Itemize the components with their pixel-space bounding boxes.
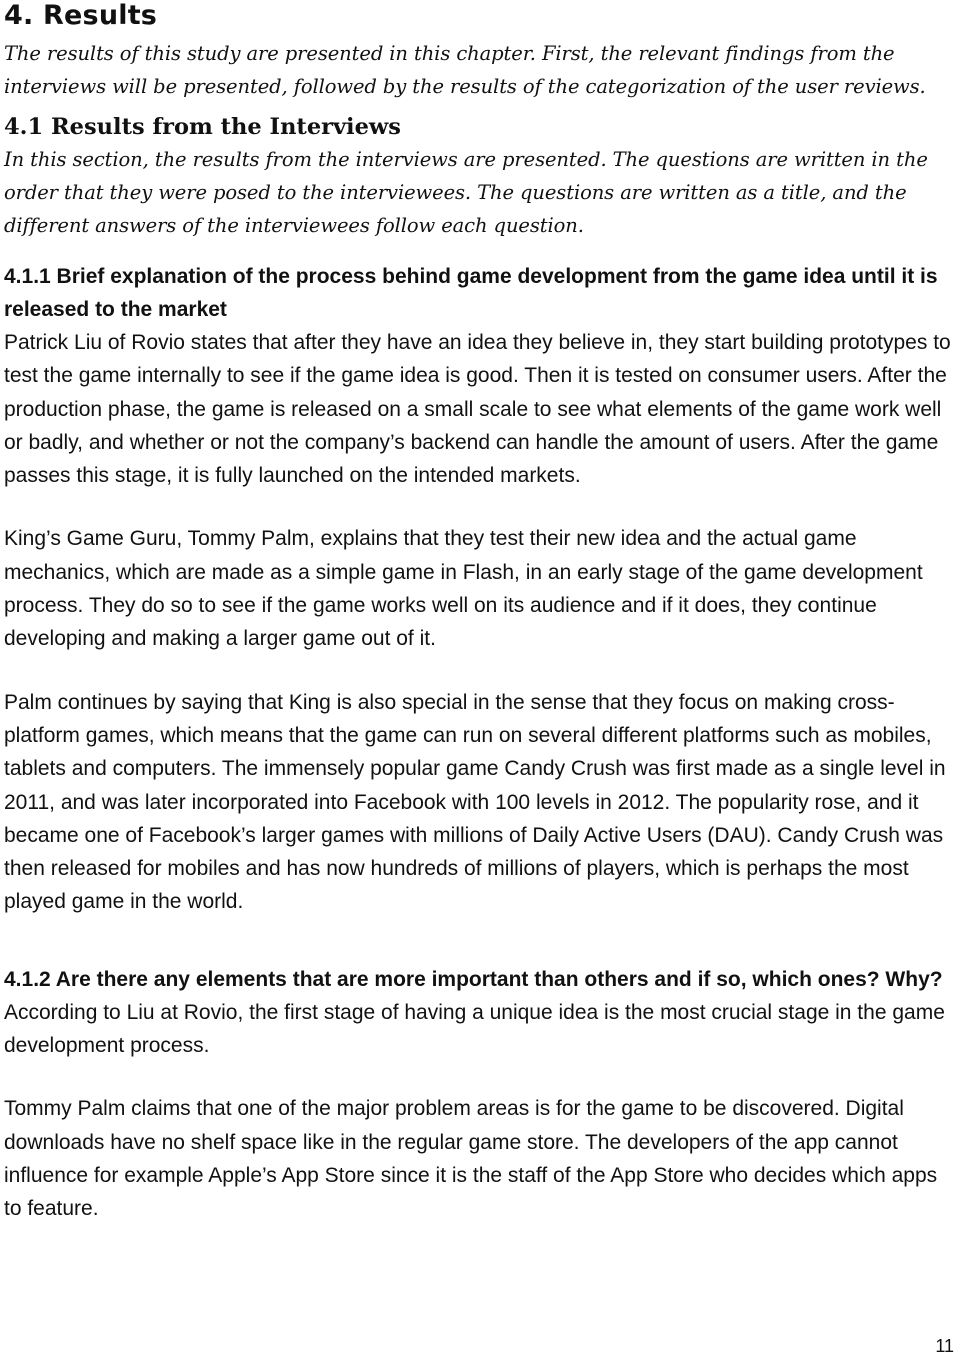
paragraph-liu-idea: According to Liu at Rovio, the first stage of having a unique idea is the most crucial stage in the game development process. bbox=[4, 1000, 945, 1058]
paragraph-palm-testing: King’s Game Guru, Tommy Palm, explains that they test their new idea and the actual game mechanics, which are made as a simple game in Flash, in an early stage of the game development process. They do so to see if the game works well on its audience and if it does, they continue developing and making a larger game out of it. bbox=[4, 527, 923, 651]
paragraph-palm-discovery: Tommy Palm claims that one of the major problem areas is for the game to be discovered. Digital downloads have no shelf space like in the regular game store. The developers of the app cannot influence for example Apple’s App Store since it is the staff of the App Store who decides which apps to feature. bbox=[4, 1097, 938, 1221]
page-number: 11 bbox=[935, 1336, 954, 1356]
paragraph-liu-process: Patrick Liu of Rovio states that after they have an idea they believe in, they start building prototypes to test the game internally to see if the game idea is good. Then it is tested on consumer users. After the production phase, the game is released on a small scale to see what elements of the game work well or badly, and whether or not the company’s backend can handle the amount of users. After the game passes this stage, it is fully launched on the intended markets. bbox=[4, 331, 951, 488]
section-intro: In this section, the results from the interviews are presented. The questions are written in the order that they were posed to the interviewees. The questions are written as a title, and the different answers of the interviewees follow each question. bbox=[4, 148, 928, 237]
section-title: 4.1 Results from the Interviews bbox=[4, 114, 401, 140]
subsection-title-4-1-2: 4.1.2 Are there any elements that are more important than others and if so, which ones? Why? bbox=[4, 967, 943, 991]
paragraph-palm-cross-platform: Palm continues by saying that King is also special in the sense that they focus on making cross-platform games, which means that the game can run on several different platforms such as mobiles, tablets and computers. The immensely popular game Candy Crush was first made as a single level in 2011, and was later incorporated into Facebook with 100 levels in 2012. The popularity rose, and it became one of Facebook’s larger games with millions of Daily Active Users (DAU). Candy Crush was then released for mobiles and has now hundreds of millions of players, which is perhaps the most played game in the world. bbox=[4, 690, 946, 914]
chapter-intro: The results of this study are presented in this chapter. First, the relevant findings from the interviews will be presented, followed by the results of the categorization of the user reviews. bbox=[4, 42, 926, 98]
chapter-title: 4. Results bbox=[4, 0, 158, 31]
subsection-title-4-1-1: 4.1.1 Brief explanation of the process behind game development from the game idea until it is released to the market bbox=[4, 265, 938, 321]
document-page bbox=[4, 0, 952, 1226]
